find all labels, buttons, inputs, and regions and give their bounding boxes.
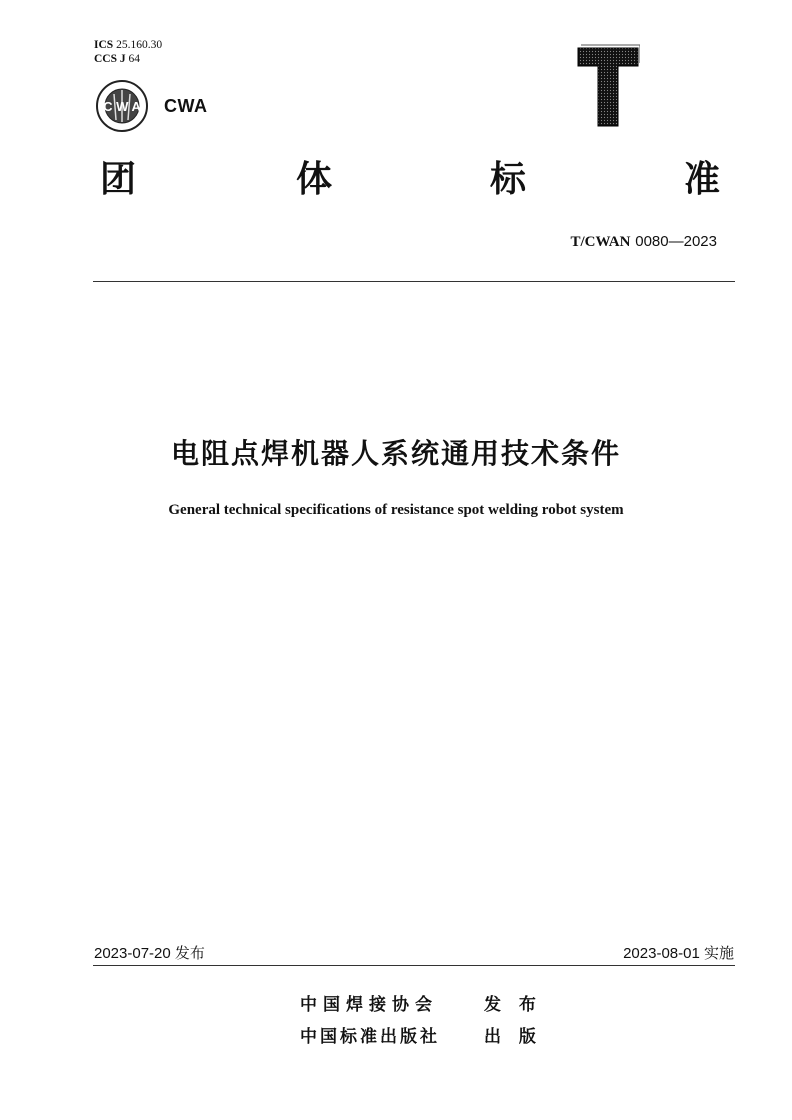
standard-type-char: 准 [684, 159, 721, 200]
ccs-label: CCS J [94, 53, 126, 65]
standard-type-char: 标 [490, 159, 527, 200]
publisher-role: 发 布 [484, 995, 542, 1015]
svg-text:C W A: C W A [103, 99, 141, 114]
category-letter-icon [576, 44, 640, 128]
standard-type-char: 体 [296, 159, 333, 200]
standard-number-value: 0080—2023 [635, 233, 717, 250]
standard-number-prefix: T/CWAN [570, 234, 631, 250]
title-english: General technical specifications of resistance spot welding robot system [168, 502, 624, 518]
ccs-value: 64 [128, 53, 141, 65]
title-chinese: 电阻点焊机器人系统通用技术条件 [170, 437, 621, 470]
issue-word: 发布 [174, 944, 205, 962]
implement-word: 实施 [703, 944, 734, 962]
implement-date-value: 2023-08-01 [623, 945, 700, 962]
standard-type-char: 团 [100, 159, 137, 200]
printer-name: 中国标准出版社 [300, 1027, 440, 1047]
classification-codes [94, 38, 162, 66]
issue-date-value: 2023-07-20 [94, 945, 171, 962]
bottom-divider [93, 965, 735, 966]
printer-role: 出 版 [484, 1027, 542, 1047]
standard-number [570, 232, 717, 251]
ccs-line [94, 52, 162, 66]
logo-abbr: CWA [164, 96, 208, 116]
standard-type-title [100, 156, 726, 204]
publisher-name: 中国焊接协会 [300, 995, 438, 1015]
cwa-logo [92, 80, 212, 132]
implement-date [623, 942, 734, 963]
cwa-seal-icon [92, 80, 156, 132]
top-divider [93, 281, 735, 282]
ics-value: 25.160.30 [116, 39, 163, 51]
issue-date [94, 942, 205, 963]
ics-label: ICS [94, 39, 114, 51]
ics-line [94, 38, 162, 52]
